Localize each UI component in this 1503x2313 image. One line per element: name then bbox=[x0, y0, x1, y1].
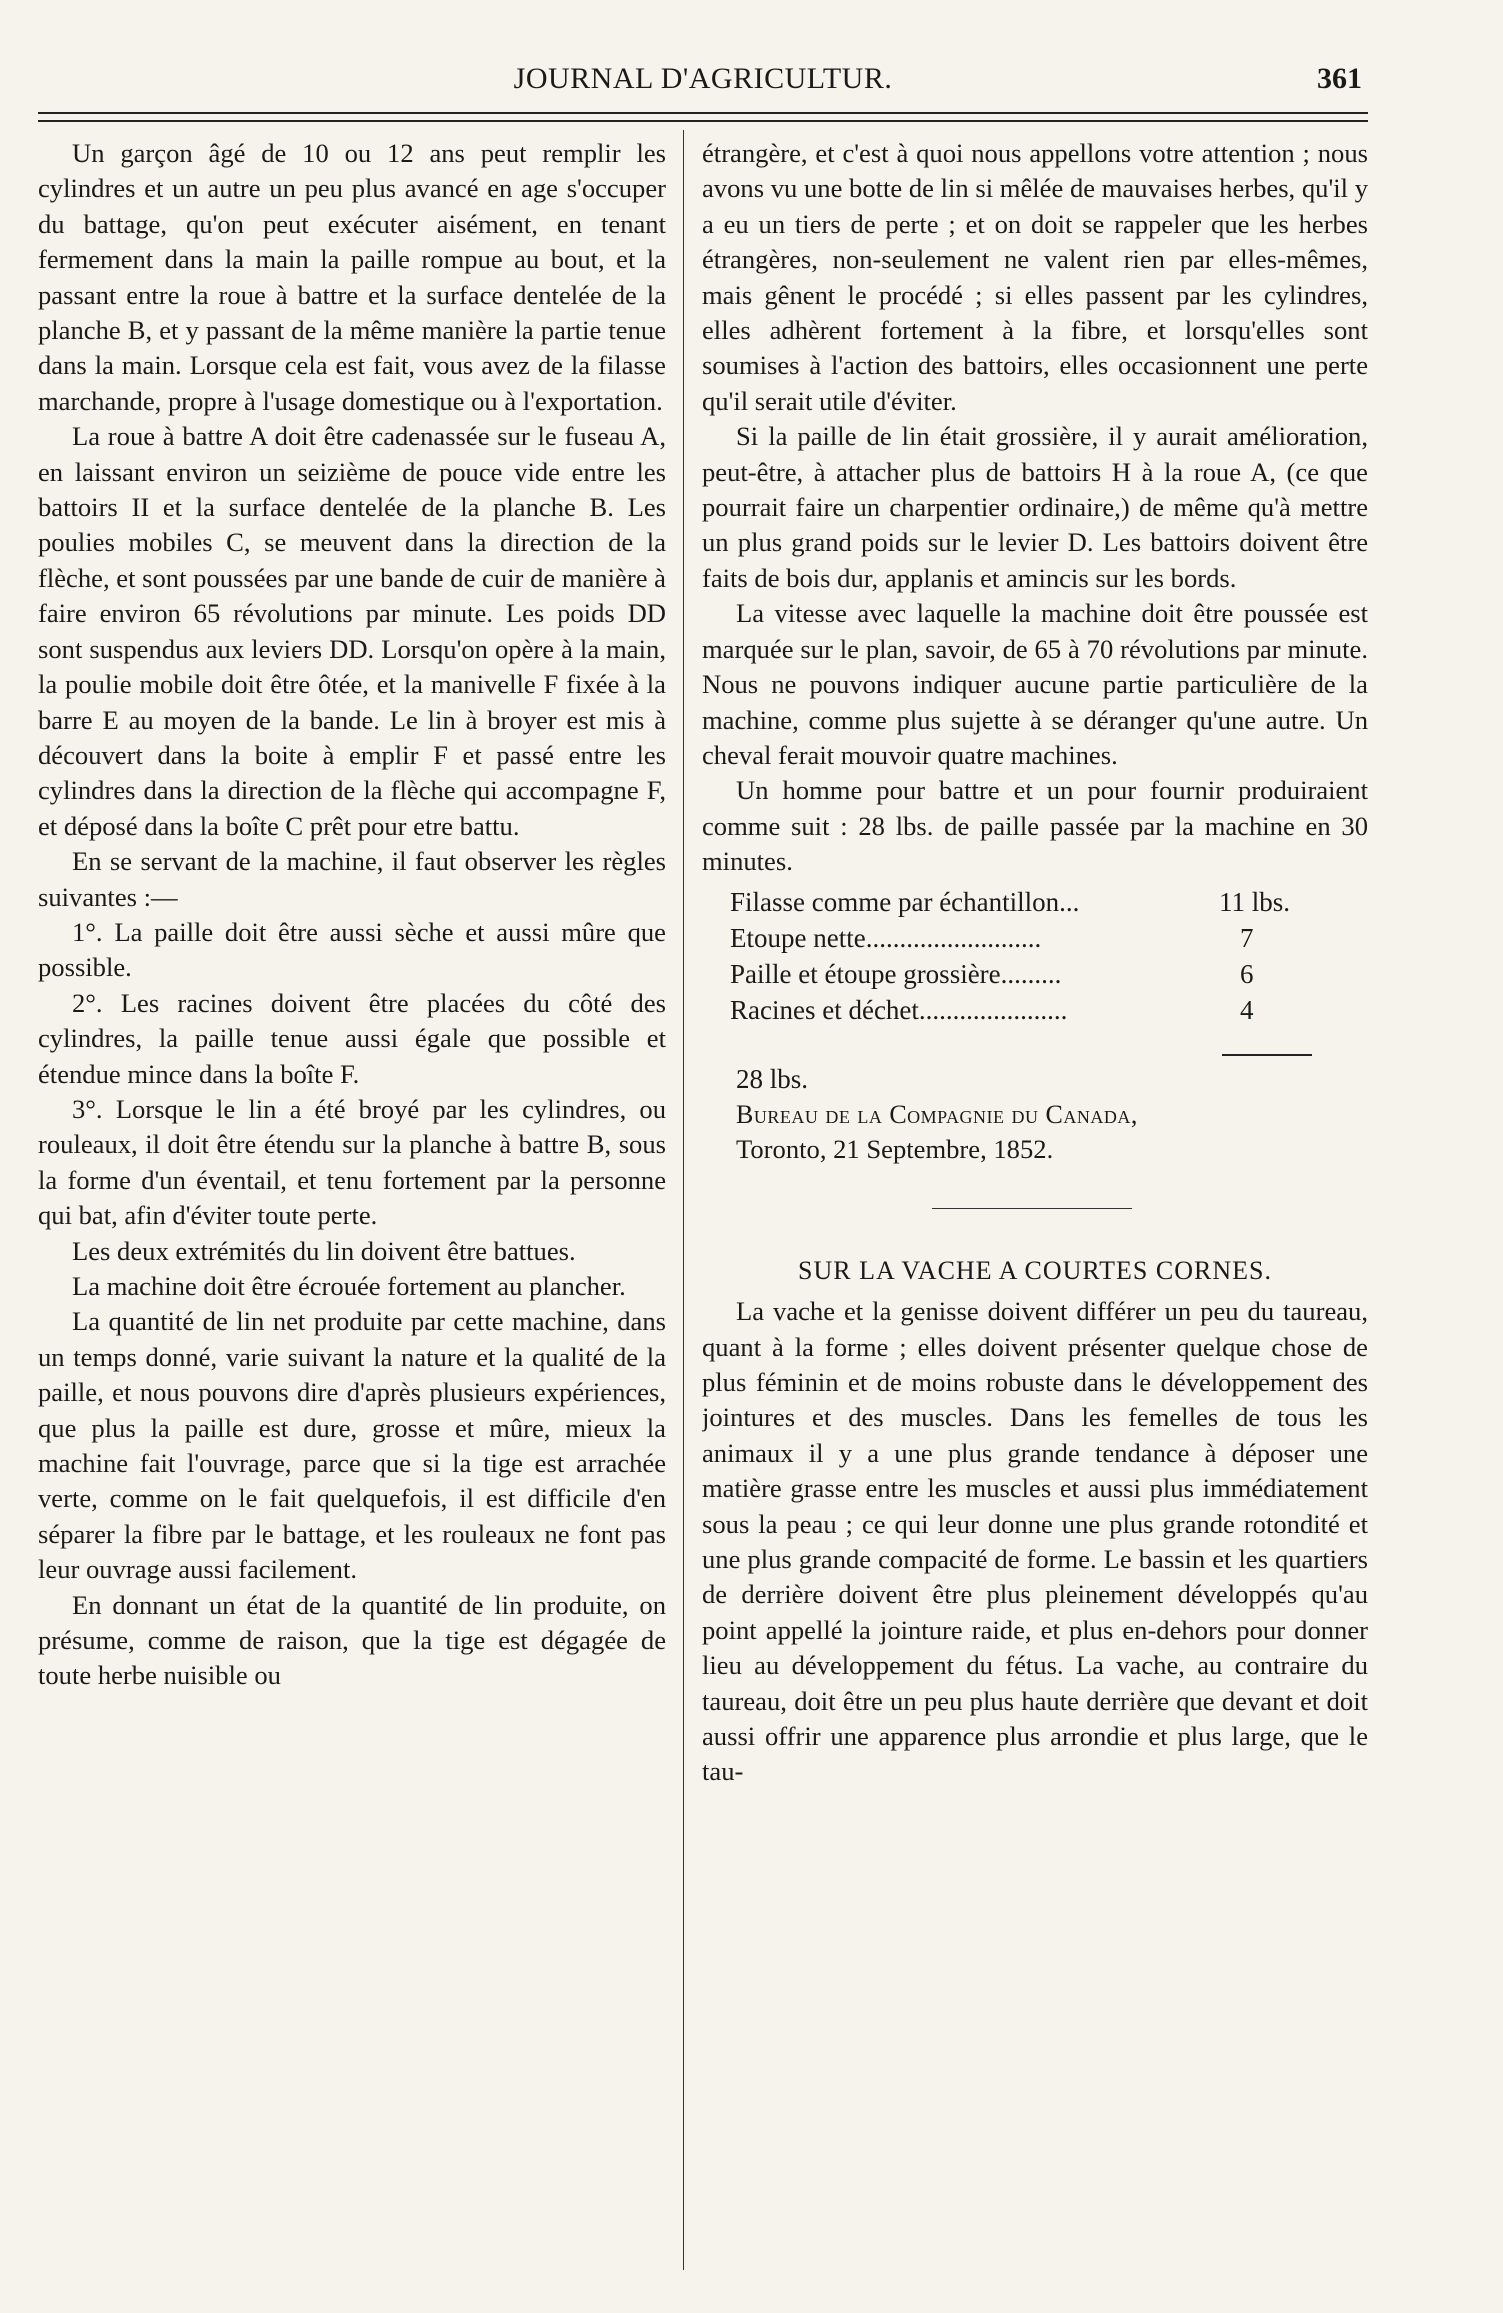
signature: Bureau de la Compagnie du Canada, bbox=[736, 1099, 1138, 1129]
yield-table bbox=[702, 884, 1368, 1028]
right-column bbox=[702, 136, 1368, 2276]
paragraph: Si la paille de lin était grossière, il y aurait amélioration, peut-être, à attacher plus de battoirs H à la roue A, (ce que pourrait faire un charpentier ordinaire,) de même qu'à mettre un plus grand poids sur le levier D. Les battoirs doivent être faits de bois dur, applanis et amincis sur les bords. bbox=[702, 421, 1368, 593]
column-divider bbox=[683, 130, 684, 2270]
yield-label: Etoupe nette.......................... bbox=[730, 922, 1042, 953]
yield-label: Paille et étoupe grossière......... bbox=[730, 958, 1062, 989]
paragraph: En donnant un état de la quantité de lin produite, on présume, comme de raison, que la tige est dégagée de toute herbe nuisible ou bbox=[38, 1589, 666, 1691]
yield-value: 4 bbox=[1240, 994, 1254, 1025]
paragraph: La machine doit être écrouée fortement au plancher. bbox=[72, 1271, 626, 1301]
yield-value: 11 lbs. bbox=[1218, 886, 1290, 917]
header-rule-bottom bbox=[38, 120, 1368, 122]
paragraph: La vache et la genisse doivent différer un peu du taureau, quant à la forme ; elles doivent présenter quelque chose de plus féminin et de moins robuste dans le développement des jointures et des muscles. Dans les femelles de tous les animaux il y a une plus grande tendance à déposer une matière grasse entre les muscles et aussi plus immédiatement sous la peau ; ce qui leur donne une plus grande rotondité et une plus grande compacité de forme. Le bassin et les quartiers de derrière doivent être plus pleinement développés qu'au point appellé la jointure raide, et plus en-dehors pour donner lieu au développement du fétus. La vache, au contraire du taureau, doit être un peu plus haute derrière que devant et doit aussi offrir une apparence plus arrondie et plus large, que le tau- bbox=[702, 1296, 1368, 1787]
paragraph: En se servant de la machine, il faut observer les règles suivantes :— bbox=[38, 846, 666, 912]
page-number: 361 bbox=[1317, 62, 1362, 95]
yield-value: 7 bbox=[1240, 922, 1254, 953]
yield-row bbox=[730, 884, 1290, 920]
paragraph: Les deux extrémités du lin doivent être battues. bbox=[72, 1235, 576, 1266]
paragraph: Un homme pour battre et un pour fournir produiraient comme suit : 28 lbs. de paille passée par la machine en 30 minutes. bbox=[702, 775, 1368, 877]
paragraph: La vitesse avec laquelle la machine doit être poussée est marquée sur le plan, savoir, de 65 à 70 révolutions par minute. Nous ne pouvons indiquer aucune partie particulière de la machine, comme plus sujette à se déranger qu'une autre. Un cheval ferait mouvoir quatre machines. bbox=[702, 598, 1368, 770]
rule-item: 2°. Les racines doivent être placées du côté des cylindres, la paille tenue aussi égale que possible et étendue mince dans la boîte F. bbox=[38, 987, 666, 1089]
rule-item: 3°. Lorsque le lin a été broyé par les cylindres, ou rouleaux, il doit être étendu sur la planche à battre B, sous la forme d'un éventail, et tenu fortement par la personne qui bat, afin d'éviter toute perte. bbox=[38, 1093, 666, 1231]
running-title: JOURNAL D'AGRICULTUR. bbox=[513, 62, 893, 95]
yield-value: 6 bbox=[1240, 958, 1254, 989]
yield-row bbox=[730, 992, 1290, 1028]
yield-row bbox=[730, 920, 1290, 956]
signature-place: Toronto, 21 Septembre, 1852. bbox=[736, 1134, 1054, 1165]
yield-label: Filasse comme par échantillon... bbox=[730, 886, 1080, 917]
header-rule-top bbox=[38, 112, 1368, 114]
rule-item: 1°. La paille doit être aussi sèche et aussi mûre que possible. bbox=[38, 916, 666, 983]
yield-total: 28 lbs. bbox=[736, 1063, 809, 1094]
yield-label: Racines et déchet...................... bbox=[730, 994, 1068, 1025]
total-rule bbox=[1222, 1054, 1312, 1056]
page-header bbox=[38, 62, 1368, 106]
yield-row bbox=[730, 956, 1290, 992]
left-column bbox=[38, 136, 666, 2276]
paragraph: La roue à battre A doit être cadenassée sur le fuseau A, en laissant environ un seizième de pouce vide entre les battoirs II et la surface dentelée de la planche B. Les poulies mobiles C, se meuvent dans la direction de la flèche, et sont poussées par une bande de cuir de manière à faire environ 65 révolutions par minute. Les poids DD sont suspendus aux leviers DD. Lorsqu'on opère à la main, la poulie mobile doit être ôtée, et la manivelle F fixée à la barre E au moyen de la bande. Le lin à broyer est mis à découvert dans la boite à emplir F et passé entre les cylindres dans la direction de la flèche qui accompagne F, et déposé dans la boîte C prêt pour etre battu. bbox=[38, 421, 666, 841]
paragraph: Un garçon âgé de 10 ou 12 ans peut remplir les cylindres et un autre un peu plus avancé en age s'occuper du battage, qu'on peut exécuter aisément, en tenant fermement dans la main la paille rompue au bout, et la passant entre la roue à battre et la surface dentelée de la planche B, et y passant de la même manière la partie tenue dans la main. Lorsque cela est fait, vous avez de la filasse marchande, propre à l'usage domestique ou à l'exportation. bbox=[38, 138, 666, 416]
paragraph: étrangère, et c'est à quoi nous appellons votre attention ; nous avons vu une botte de lin si mêlée de mauvaises herbes, qu'il y a eu un tiers de perte ; et on doit se rappeler que les herbes étrangères, non-seulement ne valent rien par elles-mêmes, mais gênent le procédé ; si elles passent par les cylindres, elles adhèrent fortement à la fibre, et lorsqu'elles sont soumises à l'action des battoirs, elles occasionnent une perte qu'il serait utile d'éviter. bbox=[702, 138, 1368, 416]
paragraph: La quantité de lin net produite par cette machine, dans un temps donné, varie suivant la nature et la qualité de la paille, et nous pouvons dire d'après plusieurs expériences, que plus la paille est dure, grosse et mûre, mieux la machine fait l'ouvrage, parce que si la tige est arrachée verte, comme on le fait quelquefois, il est difficile d'en séparer la fibre par le battage, et les rouleaux ne font pas leur ouvrage aussi facilement. bbox=[38, 1306, 666, 1585]
section-rule bbox=[932, 1208, 1132, 1209]
section-heading: SUR LA VACHE A COURTES CORNES. bbox=[798, 1255, 1272, 1285]
